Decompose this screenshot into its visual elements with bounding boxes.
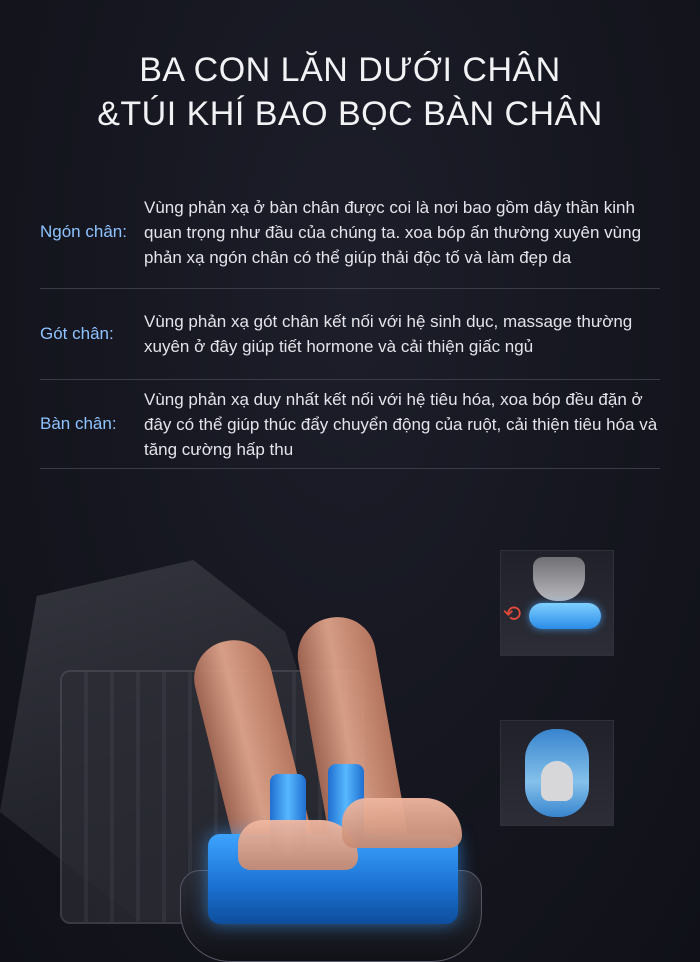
feature-label: Ngón chân: [40,222,127,241]
foot-sole-image [533,557,585,601]
title-line-1: BA CON LĂN DƯỚI CHÂN [139,51,561,89]
rotate-arrows-icon: ⟲ [502,602,522,627]
massage-chair-illustration [0,520,700,962]
right-foot-image [342,798,462,848]
page-title [0,48,700,136]
feature-label: Bàn chân: [40,414,117,433]
feature-description: Vùng phản xạ ở bàn chân được coi là nơi bao gồm dây thần kinh quan trọng như đầu của chúng ta. xoa bóp ấn thường xuyên vùng phản xạ ngón chân có thể giúp thải độc tố và làm đẹp da [144,197,642,267]
roller-detail-thumbnail [500,550,614,656]
feature-row-toes [40,176,660,289]
left-foot-image [238,820,358,870]
airbag-detail-thumbnail [500,720,614,826]
ankle-image [541,761,573,801]
feature-description: Vùng phản xạ gót chân kết nối với hệ sinh dục, massage thường xuyên ở đây giúp tiết hormone và cải thiện giấc ngủ [144,312,633,356]
title-line-2: &TÚI KHÍ BAO BỌC BÀN CHÂN [97,95,603,133]
feature-row-heel [40,289,660,380]
blue-roller-image [529,603,601,629]
feature-table [40,176,660,469]
feature-label: Gót chân: [40,324,114,343]
feature-description: Vùng phản xạ duy nhất kết nối với hệ tiêu hóa, xoa bóp đều đặn ở đây có thể giúp thúc đẩy chuyển động của ruột, cải thiện tiêu hóa và tăng cường hấp thu [144,389,658,459]
feature-row-sole [40,380,660,469]
